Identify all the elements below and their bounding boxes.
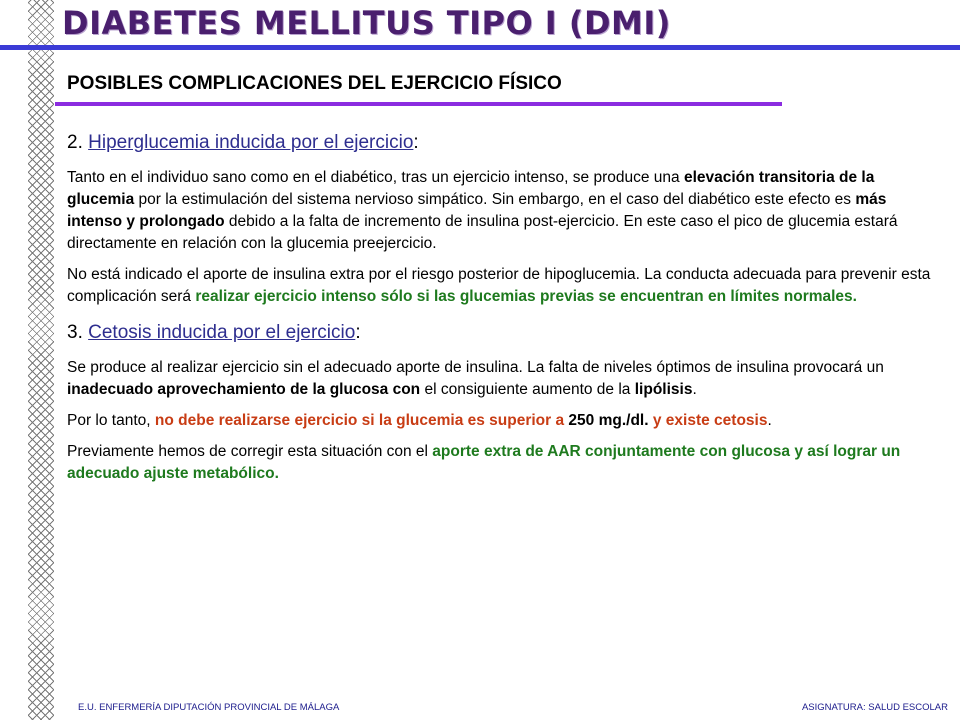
emphasis-green: realizar ejercicio intenso sólo si las glucemias previas se encuentran en límites normales.: [195, 288, 857, 305]
section-number: 3.: [67, 322, 89, 343]
text: Se produce al realizar ejercicio sin el adecuado aporte de insulina. La falta de niveles óptimos de insulina provocará un: [67, 359, 884, 376]
emphasis-bold: más intenso y prolongado: [67, 191, 887, 230]
footer-institution: E.U. ENFERMERÍA DIPUTACIÓN PROVINCIAL DE MÁLAGA: [78, 702, 340, 713]
slide-title: DIABETES MELLITUS TIPO I (DMI): [62, 4, 671, 42]
slide-content: [67, 132, 937, 494]
text: por la estimulación del sistema nervioso simpático. Sin embargo, en el caso del diabético este efecto es: [134, 191, 856, 208]
paragraph-hiperglucemia-1: [67, 167, 937, 255]
subtitle-divider: [55, 102, 782, 106]
emphasis-bold: 250 mg./dl.: [568, 412, 649, 429]
paragraph-cetosis-1: [67, 357, 937, 401]
emphasis-bold: elevación transitoria de la glucemia: [67, 169, 875, 208]
text: Previamente hemos de corregir esta situación con el: [67, 443, 433, 460]
section-colon: :: [413, 132, 419, 153]
section-heading-hiperglucemia: [67, 132, 937, 154]
emphasis-green: aporte extra de AAR conjuntamente con glucosa y así lograr un adecuado ajuste metabólico.: [67, 443, 901, 482]
text: .: [767, 412, 772, 429]
paragraph-hiperglucemia-2: [67, 264, 937, 308]
section-title-link: Cetosis inducida por el ejercicio: [88, 322, 356, 343]
slide-subtitle: POSIBLES COMPLICACIONES DEL EJERCICIO FÍSICO: [67, 73, 562, 94]
emphasis-bold: lipólisis: [634, 381, 693, 398]
text: No está indicado el aporte de insulina extra por el riesgo posterior de hipoglucemia. La conducta adecuada para prevenir esta complicación será: [67, 266, 931, 305]
decorative-side-pattern: [28, 0, 54, 720]
title-divider: [0, 45, 960, 50]
section-heading-cetosis: [67, 322, 937, 344]
emphasis-red: no debe realizarse ejercicio si la glucemia es superior a: [154, 412, 569, 429]
text: Por lo tanto,: [67, 412, 155, 429]
section-title-link: Hiperglucemia inducida por el ejercicio: [88, 132, 414, 153]
footer-course: ASIGNATURA: SALUD ESCOLAR: [801, 702, 948, 713]
text: .: [692, 381, 697, 398]
emphasis-bold: inadecuado aprovechamiento de la glucosa con: [67, 381, 421, 398]
section-number: 2.: [67, 132, 89, 153]
emphasis-red: y existe cetosis: [648, 412, 768, 429]
paragraph-cetosis-3: [67, 441, 937, 485]
text: Tanto en el individuo sano como en el diabético, tras un ejercicio intenso, se produce una: [67, 169, 684, 186]
paragraph-cetosis-2: [67, 410, 937, 432]
text: debido a la falta de incremento de insulina post-ejercicio. En este caso el pico de glucemia estará directamente en relación con la glucemia preejercicio.: [67, 213, 898, 252]
text: el consiguiente aumento de la: [420, 381, 635, 398]
section-colon: :: [355, 322, 361, 343]
